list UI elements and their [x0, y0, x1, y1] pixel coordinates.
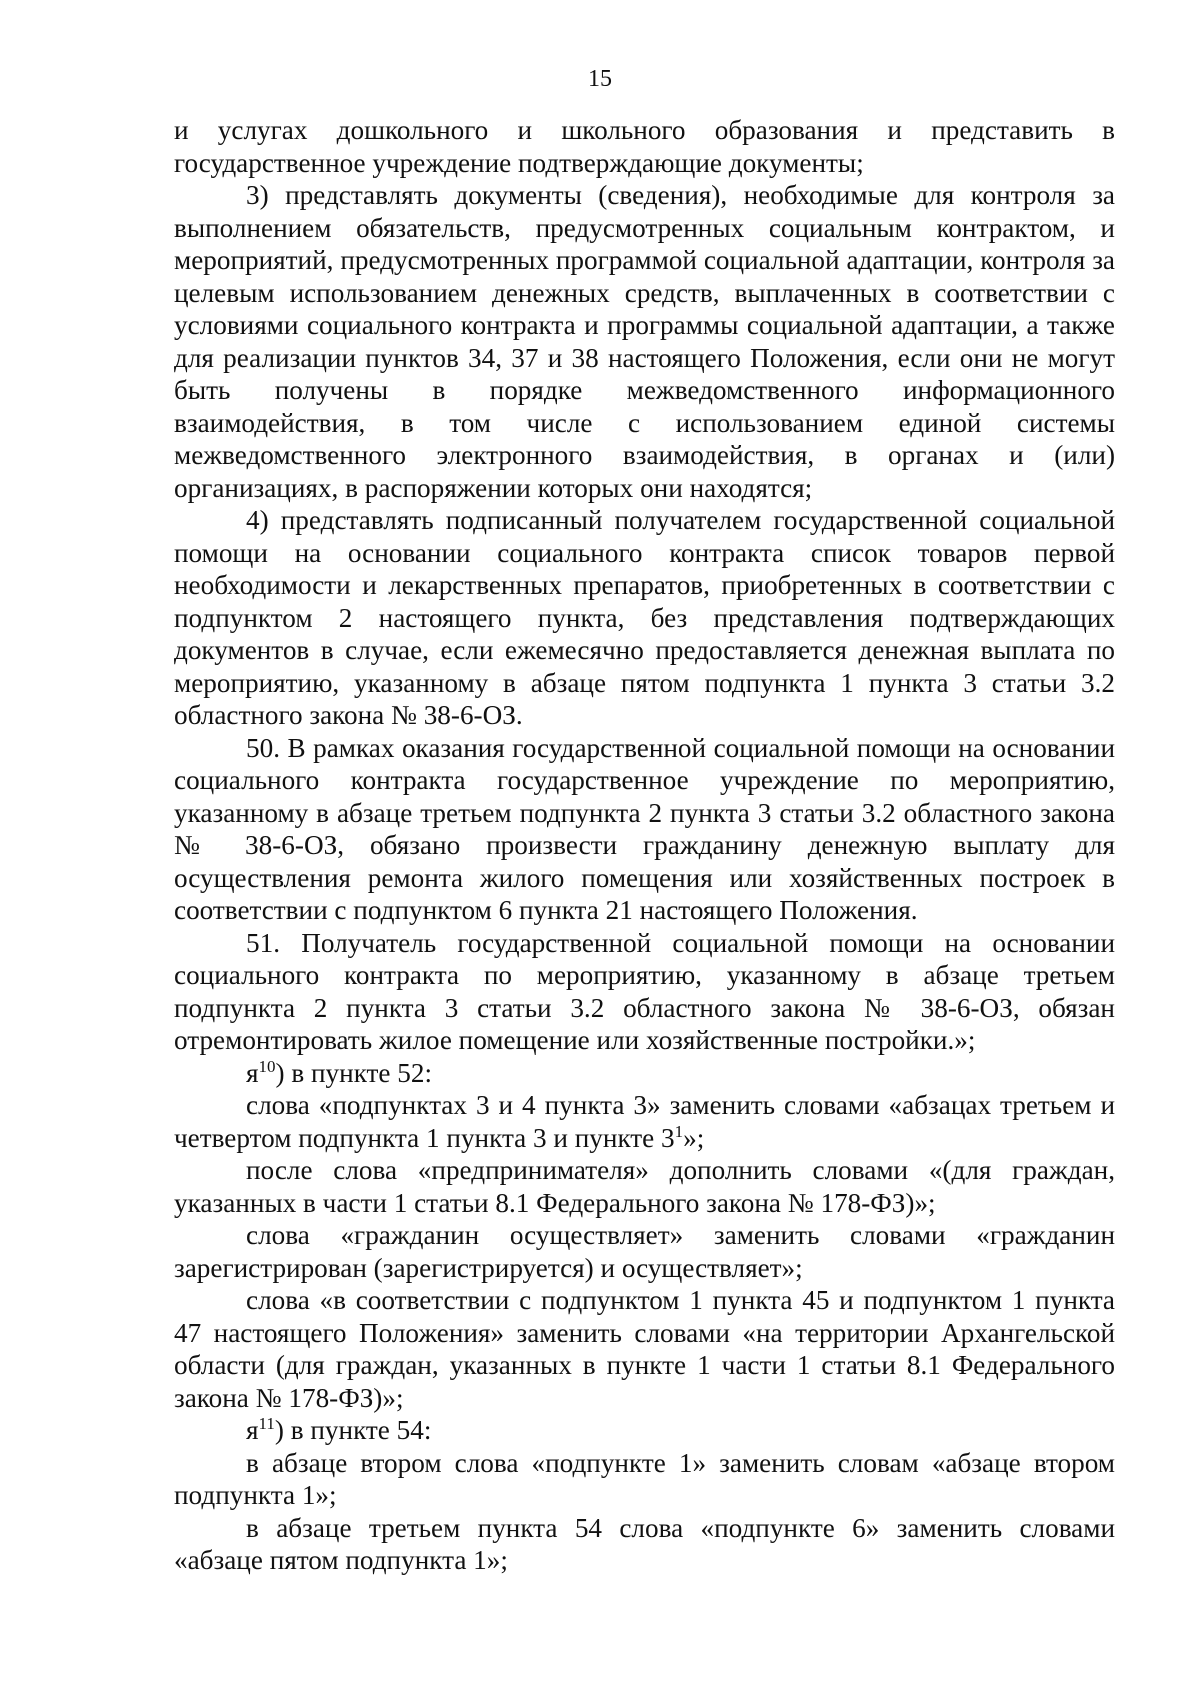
- paragraph-item-51: 51. Получатель государственной социальной помощи на основании социального контракта по мероприятию, указанному в абзаце третьем подпункта 2 пункта 3 статьи 3.2 областного закона № 38-6-ОЗ, обязан отремонтировать жилое помещение или хозяйственные постройки.»;: [174, 927, 1115, 1055]
- text-fragment: слова «подпунктах 3 и 4 пункта 3» заменить словами «абзацах третьем и четвертом подпункта 1 пункта 3 и пункте 3: [174, 1090, 1115, 1153]
- paragraph-replace-subitems: [174, 1089, 1115, 1154]
- paragraph-amendment-ya11: [174, 1414, 1115, 1447]
- paragraph-subitem-3: 3) представлять документы (сведения), необходимые для контроля за выполнением обязательств, предусмотренных социальным контрактом, и мероприятий, предусмотренных программой социальной адаптации, контроля за целевым использованием денежных средств, выплаченных в соответствии с условиями социального контракта и программы социальной адаптации, а также для реализации пунктов 34, 37 и 38 настоящего Положения, если они не могут быть получены в порядке межведомственного информационного взаимодействия, в том числе с использованием единой системы межведомственного электронного взаимодействия, в органах и (или) организациях, в распоряжении которых они находятся;: [174, 180, 1115, 503]
- paragraph-amendment-ya10: [174, 1057, 1115, 1090]
- paragraph-item-50: 50. В рамках оказания государственной социальной помощи на основании социального контракта государственное учреждение по мероприятию, указанному в абзаце третьем подпункта 2 пункта 3 статьи 3.2 областного закона № 38-6-ОЗ, обязано произвести гражданину денежную выплату для осуществления ремонта жилого помещения или хозяйственных построек в соответствии с подпунктом 6 пункта 21 настоящего Положения.: [174, 732, 1115, 925]
- paragraph-replace-citizen: слова «гражданин осуществляет» заменить словами «гражданин зарегистрирован (зарегистрируется) и осуществляет»;: [174, 1220, 1115, 1283]
- paragraph-replace-territory: слова «в соответствии с подпунктом 1 пункта 45 и подпунктом 1 пункта 47 настоящего Положения» заменить словами «на территории Архангельской области (для граждан, указанных в пункте 1 части 1 статьи 8.1 Федерального закона № 178-ФЗ)»;: [174, 1285, 1115, 1413]
- text-fragment: »;: [683, 1122, 705, 1153]
- paragraph-continuation: и услугах дошкольного и школьного образования и представить в государственное учреждение подтверждающие документы;: [174, 115, 1115, 178]
- text-fragment: я: [246, 1415, 259, 1445]
- paragraph-abzats-third: в абзаце третьем пункта 54 слова «подпункте 6» заменить словами «абзаце пятом подпункта 1»;: [174, 1512, 1115, 1575]
- paragraph-abzats-second: в абзаце втором слова «подпункте 1» заменить словам «абзаце втором подпункта 1»;: [174, 1447, 1115, 1510]
- superscript: 11: [258, 1413, 275, 1433]
- text-fragment: я: [246, 1057, 259, 1088]
- superscript: 1: [674, 1121, 684, 1141]
- document-body: [174, 114, 1115, 1577]
- superscript: 10: [258, 1056, 276, 1076]
- paragraph-after-word: после слова «предпринимателя» дополнить словами «(для граждан, указанных в части 1 статьи 8.1 Федерального закона № 178-ФЗ)»;: [174, 1155, 1115, 1218]
- page-number: 15: [588, 66, 612, 92]
- paragraph-subitem-4: 4) представлять подписанный получателем государственной социальной помощи на основании социального контракта список товаров первой необходимости и лекарственных препаратов, приобретенных в соответствии с подпунктом 2 настоящего пункта, без представления подтверждающих документов в случае, если ежемесячно предоставляется денежная выплата по мероприятию, указанному в абзаце пятом подпункта 1 пункта 3 статьи 3.2 областного закона № 38-6-ОЗ.: [174, 505, 1115, 730]
- text-fragment: ) в пункте 54:: [274, 1415, 432, 1445]
- text-fragment: ) в пункте 52:: [275, 1057, 433, 1088]
